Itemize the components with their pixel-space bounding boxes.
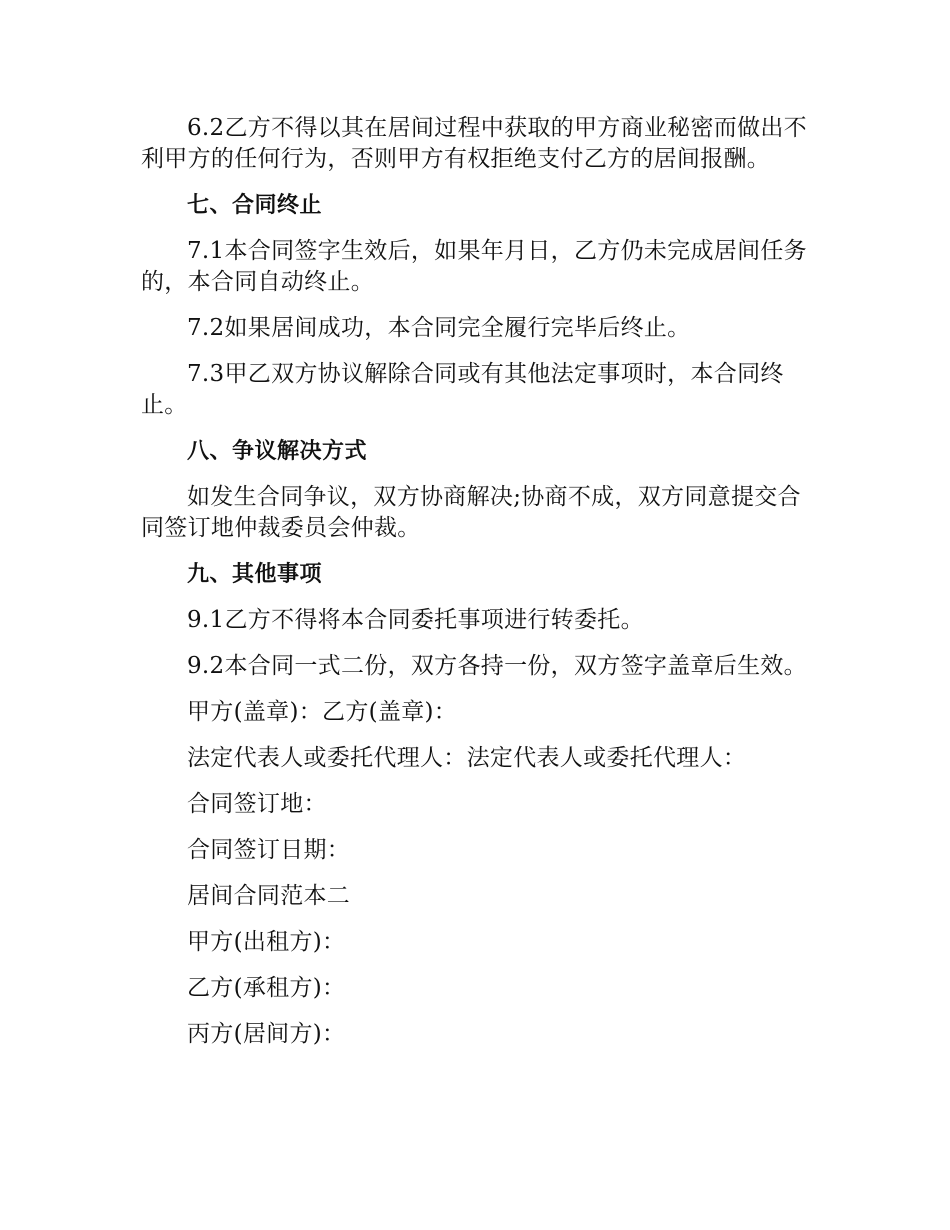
clause-7-1: 7.1本合同签字生效后，如果年月日，乙方仍未完成居间任务的，本合同自动终止。 xyxy=(141,238,807,295)
signature-seal-line: 甲方(盖章)：乙方(盖章)： xyxy=(187,699,458,725)
document-body xyxy=(141,113,821,1065)
clause-7-3: 7.3甲乙双方协议解除合同或有其他法定事项时，本合同终止。 xyxy=(141,361,784,418)
signing-date-line: 合同签订日期： xyxy=(187,837,351,863)
dispute-clause: 如发生合同争议，双方协商解决;协商不成，双方同意提交合同签订地仲裁委员会仲裁。 xyxy=(141,484,801,541)
clause-6-2: 6.2乙方不得以其在居间过程中获取的甲方商业秘密而做出不利甲方的任何行为，否则甲方有权拒绝支付乙方的居间报酬。 xyxy=(141,115,807,172)
clause-9-1: 9.1乙方不得将本合同委托事项进行转委托。 xyxy=(187,607,644,633)
section-heading-dispute: 八、争议解决方式 xyxy=(187,439,368,464)
party-c-broker-line: 丙方(居间方)： xyxy=(187,1021,346,1047)
clause-7-2: 7.2如果居间成功，本合同完全履行完毕后终止。 xyxy=(187,315,691,341)
clause-9-2: 9.2本合同一式二份，双方各持一份，双方签字盖章后生效。 xyxy=(187,653,807,679)
signature-representative-line: 法定代表人或委托代理人：法定代表人或委托代理人： xyxy=(187,745,747,771)
section-heading-termination: 七、合同终止 xyxy=(187,193,323,218)
party-a-lessor-line: 甲方(出租方)： xyxy=(187,929,346,955)
signing-place-line: 合同签订地： xyxy=(187,791,327,817)
template-two-title: 居间合同范本二 xyxy=(187,883,351,909)
section-heading-other: 九、其他事项 xyxy=(187,562,323,587)
party-b-lessee-line: 乙方(承租方)： xyxy=(187,975,346,1001)
